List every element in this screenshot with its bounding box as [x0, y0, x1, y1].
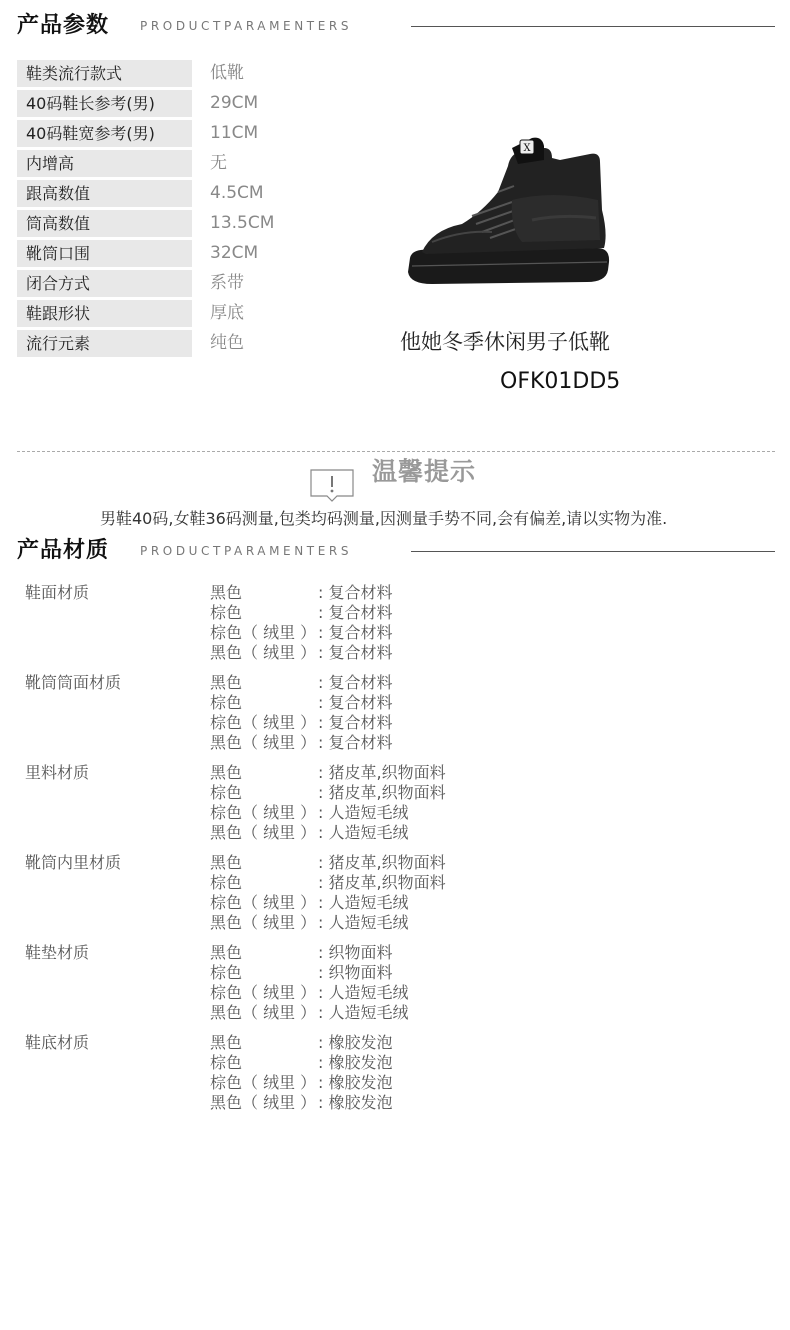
material-value: : 复合材料 [318, 713, 393, 732]
material-color: 黑色（ 绒里 ） [210, 823, 317, 842]
material-color: 棕色 [210, 873, 243, 892]
param-label: 流行元素 [17, 330, 192, 357]
material-value: : 织物面料 [318, 943, 393, 962]
param-label: 跟高数值 [17, 180, 192, 207]
material-row [210, 913, 585, 933]
material-row [210, 643, 585, 663]
param-row [17, 150, 317, 180]
params-table [17, 60, 317, 360]
param-value: 11CM [210, 123, 259, 143]
material-row [210, 1093, 585, 1113]
speech-bubble-exclamation-icon [309, 468, 355, 502]
dashed-divider [17, 451, 775, 452]
material-color: 棕色 [210, 963, 243, 982]
material-category: 鞋底材质 [25, 1033, 90, 1052]
param-label: 内增高 [17, 150, 192, 177]
material-color: 黑色 [210, 853, 243, 872]
product-code: OFK01DD5 [500, 369, 621, 394]
param-value: 13.5CM [210, 213, 275, 233]
material-category: 鞋垫材质 [25, 943, 90, 962]
material-row [210, 713, 585, 733]
material-color: 黑色 [210, 943, 243, 962]
param-value: 厚底 [210, 303, 244, 323]
params-section-header [17, 9, 775, 43]
material-value: : 人造短毛绒 [318, 913, 409, 932]
material-value: : 复合材料 [318, 623, 393, 642]
param-row [17, 300, 317, 330]
material-value: : 橡胶发泡 [318, 1093, 393, 1112]
param-label: 闭合方式 [17, 270, 192, 297]
material-color: 棕色（ 绒里 ） [210, 893, 317, 912]
material-row [210, 853, 585, 873]
material-group [25, 943, 585, 1023]
material-color: 黑色（ 绒里 ） [210, 1003, 317, 1022]
material-value: : 复合材料 [318, 693, 393, 712]
material-color: 黑色 [210, 673, 243, 692]
param-value: 低靴 [210, 63, 244, 83]
material-row [210, 873, 585, 893]
param-row [17, 90, 317, 120]
material-group [25, 853, 585, 933]
material-value: : 猪皮革,织物面料 [318, 783, 446, 802]
material-row [210, 1053, 585, 1073]
material-category: 靴筒筒面材质 [25, 673, 122, 692]
material-color: 棕色（ 绒里 ） [210, 623, 317, 642]
material-color: 黑色（ 绒里 ） [210, 733, 317, 752]
material-row [210, 763, 585, 783]
material-row [210, 823, 585, 843]
param-label: 筒高数值 [17, 210, 192, 237]
material-category: 里料材质 [25, 763, 90, 782]
material-row [210, 803, 585, 823]
material-group [25, 763, 585, 843]
material-color: 棕色（ 绒里 ） [210, 1073, 317, 1092]
param-value: 32CM [210, 243, 259, 263]
material-value: : 橡胶发泡 [318, 1033, 393, 1052]
material-category: 鞋面材质 [25, 583, 90, 602]
param-label: 鞋类流行款式 [17, 60, 192, 87]
material-row [210, 963, 585, 983]
param-label: 鞋跟形状 [17, 300, 192, 327]
materials-section-header [17, 534, 775, 568]
material-color: 棕色 [210, 693, 243, 712]
material-value: : 橡胶发泡 [318, 1053, 393, 1072]
material-value: : 织物面料 [318, 963, 393, 982]
material-row [210, 943, 585, 963]
material-color: 黑色（ 绒里 ） [210, 1093, 317, 1112]
material-row [210, 603, 585, 623]
material-color: 黑色（ 绒里 ） [210, 643, 317, 662]
param-value: 系带 [210, 273, 244, 293]
material-value: : 猪皮革,织物面料 [318, 873, 446, 892]
params-section-subtitle: PRODUCTPARAMENTERS [140, 19, 353, 33]
material-value: : 复合材料 [318, 733, 393, 752]
material-row [210, 983, 585, 1003]
tip-title: 温馨提示 [372, 457, 477, 486]
material-color: 黑色 [210, 763, 243, 782]
param-label: 40码鞋宽参考(男) [17, 120, 192, 147]
material-row [210, 673, 585, 693]
param-label: 40码鞋长参考(男) [17, 90, 192, 117]
material-row [210, 693, 585, 713]
material-value: : 人造短毛绒 [318, 893, 409, 912]
material-value: : 猪皮革,织物面料 [318, 853, 446, 872]
material-value: : 复合材料 [318, 583, 393, 602]
material-value: : 人造短毛绒 [318, 983, 409, 1002]
material-color: 棕色 [210, 603, 243, 622]
material-row [210, 783, 585, 803]
material-category: 靴筒内里材质 [25, 853, 122, 872]
material-value: : 人造短毛绒 [318, 803, 409, 822]
material-group [25, 673, 585, 753]
materials-section-subtitle: PRODUCTPARAMENTERS [140, 544, 353, 558]
material-color: 黑色 [210, 583, 243, 602]
material-color: 黑色 [210, 1033, 243, 1052]
material-value: : 人造短毛绒 [318, 823, 409, 842]
divider-line [411, 26, 775, 27]
material-color: 棕色 [210, 783, 243, 802]
material-row [210, 583, 585, 603]
material-color: 棕色（ 绒里 ） [210, 983, 317, 1002]
param-row [17, 120, 317, 150]
param-row [17, 240, 317, 270]
material-group [25, 583, 585, 663]
param-row [17, 60, 317, 90]
param-row [17, 180, 317, 210]
material-group [25, 1033, 585, 1113]
svg-text:X: X [523, 143, 531, 154]
materials-list [25, 583, 585, 1123]
material-color: 棕色（ 绒里 ） [210, 803, 317, 822]
material-value: : 复合材料 [318, 673, 393, 692]
param-value: 无 [210, 153, 227, 173]
material-value: : 复合材料 [318, 643, 393, 662]
material-row [210, 1033, 585, 1053]
tip-text: 男鞋40码,女鞋36码测量,包类均码测量,因测量手势不同,会有偏差,请以实物为准. [100, 509, 668, 528]
material-row [210, 623, 585, 643]
material-row [210, 1073, 585, 1093]
material-row [210, 1003, 585, 1023]
material-value: : 橡胶发泡 [318, 1073, 393, 1092]
param-value: 纯色 [210, 333, 244, 353]
param-row [17, 330, 317, 360]
param-row [17, 210, 317, 240]
material-row [210, 733, 585, 753]
material-row [210, 893, 585, 913]
param-value: 29CM [210, 93, 259, 113]
params-section-title: 产品参数 [17, 13, 110, 38]
param-label: 靴筒口围 [17, 240, 192, 267]
material-color: 棕色（ 绒里 ） [210, 713, 317, 732]
material-value: : 人造短毛绒 [318, 1003, 409, 1022]
material-color: 黑色（ 绒里 ） [210, 913, 317, 932]
product-shoe-image [402, 130, 620, 295]
material-value: : 复合材料 [318, 603, 393, 622]
materials-section-title: 产品材质 [17, 538, 110, 563]
param-value: 4.5CM [210, 183, 264, 203]
divider-line [411, 551, 775, 552]
product-name: 他她冬季休闲男子低靴 [400, 330, 610, 354]
material-color: 棕色 [210, 1053, 243, 1072]
param-row [17, 270, 317, 300]
material-value: : 猪皮革,织物面料 [318, 763, 446, 782]
